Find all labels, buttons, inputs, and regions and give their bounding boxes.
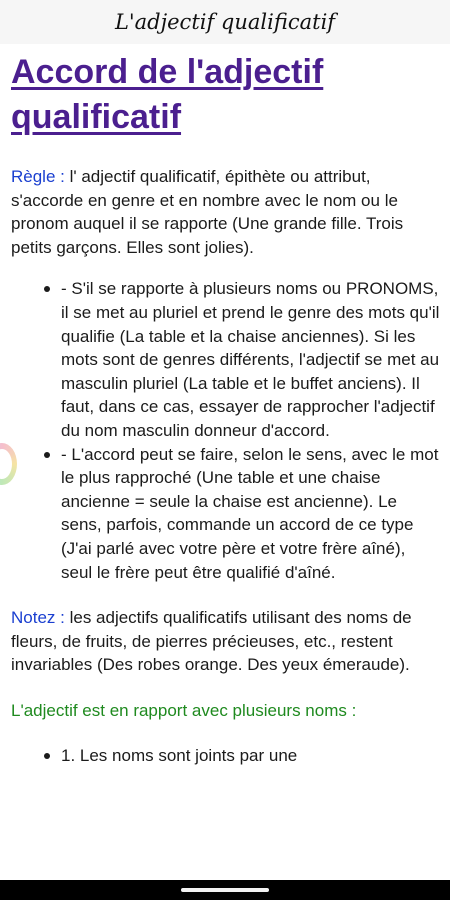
note-paragraph [11, 606, 441, 677]
app-title: L'adjectif qualificatif [114, 10, 336, 34]
list-item-text: 1. Les noms sont joints par une [61, 746, 298, 766]
home-indicator[interactable] [181, 888, 269, 892]
rule-label: Règle : [11, 167, 65, 186]
bullet-dot [44, 753, 50, 759]
section-heading: L'adjectif est en rapport avec plusieurs noms : [11, 700, 357, 720]
note-label: Notez : [11, 608, 65, 628]
rule-paragraph [11, 165, 441, 259]
sub-rules-list [11, 744, 441, 768]
note-text: les adjectifs qualificatifs utilisant des noms de fleurs, de fruits, de pierres précieuses, etc., restent invariables (Des robes orange. Des yeux émeraude). [11, 608, 412, 675]
bullet-dot [44, 286, 50, 292]
list-item [11, 443, 441, 585]
bullet-dot [44, 452, 50, 458]
article-content [11, 50, 441, 768]
list-item-text: - L'accord peut se faire, selon le sens, avec le mot le plus rapproché (Une table et une chaise ancienne = seule la chaise est ancienne). Le sens, parfois, commande un accord de ce type (J'ai parlé avec votre père et votre frère aîné), seul le frère peut être qualifié d'aîné. [61, 444, 439, 582]
app-header [0, 0, 450, 44]
list-item [11, 277, 441, 442]
list-item [11, 744, 441, 768]
page-title: Accord de l'adjectif qualificatif [11, 53, 324, 136]
list-item-text: - S'il se rapporte à plusieurs noms ou PRONOMS, il se met au pluriel et prend le genre des mots qu'il qualifie (La table et la chaise anciennes). Si les mots sont de genres différents, l'adjectif se met au masculin pluriel (La table et le buffet anciens). Il faut, dans ce cas, essayer de rapprocher l'adjectif du nom masculin donneur d'accord. [61, 279, 440, 440]
rule-details-list [11, 277, 441, 584]
rule-text: l' adjectif qualificatif, épithète ou attribut, s'accorde en genre et en nombre avec le nom ou le pronom auquel il se rapporte (Une grande fille. Trois petits garçons. Elles sont jolies). [11, 167, 404, 257]
